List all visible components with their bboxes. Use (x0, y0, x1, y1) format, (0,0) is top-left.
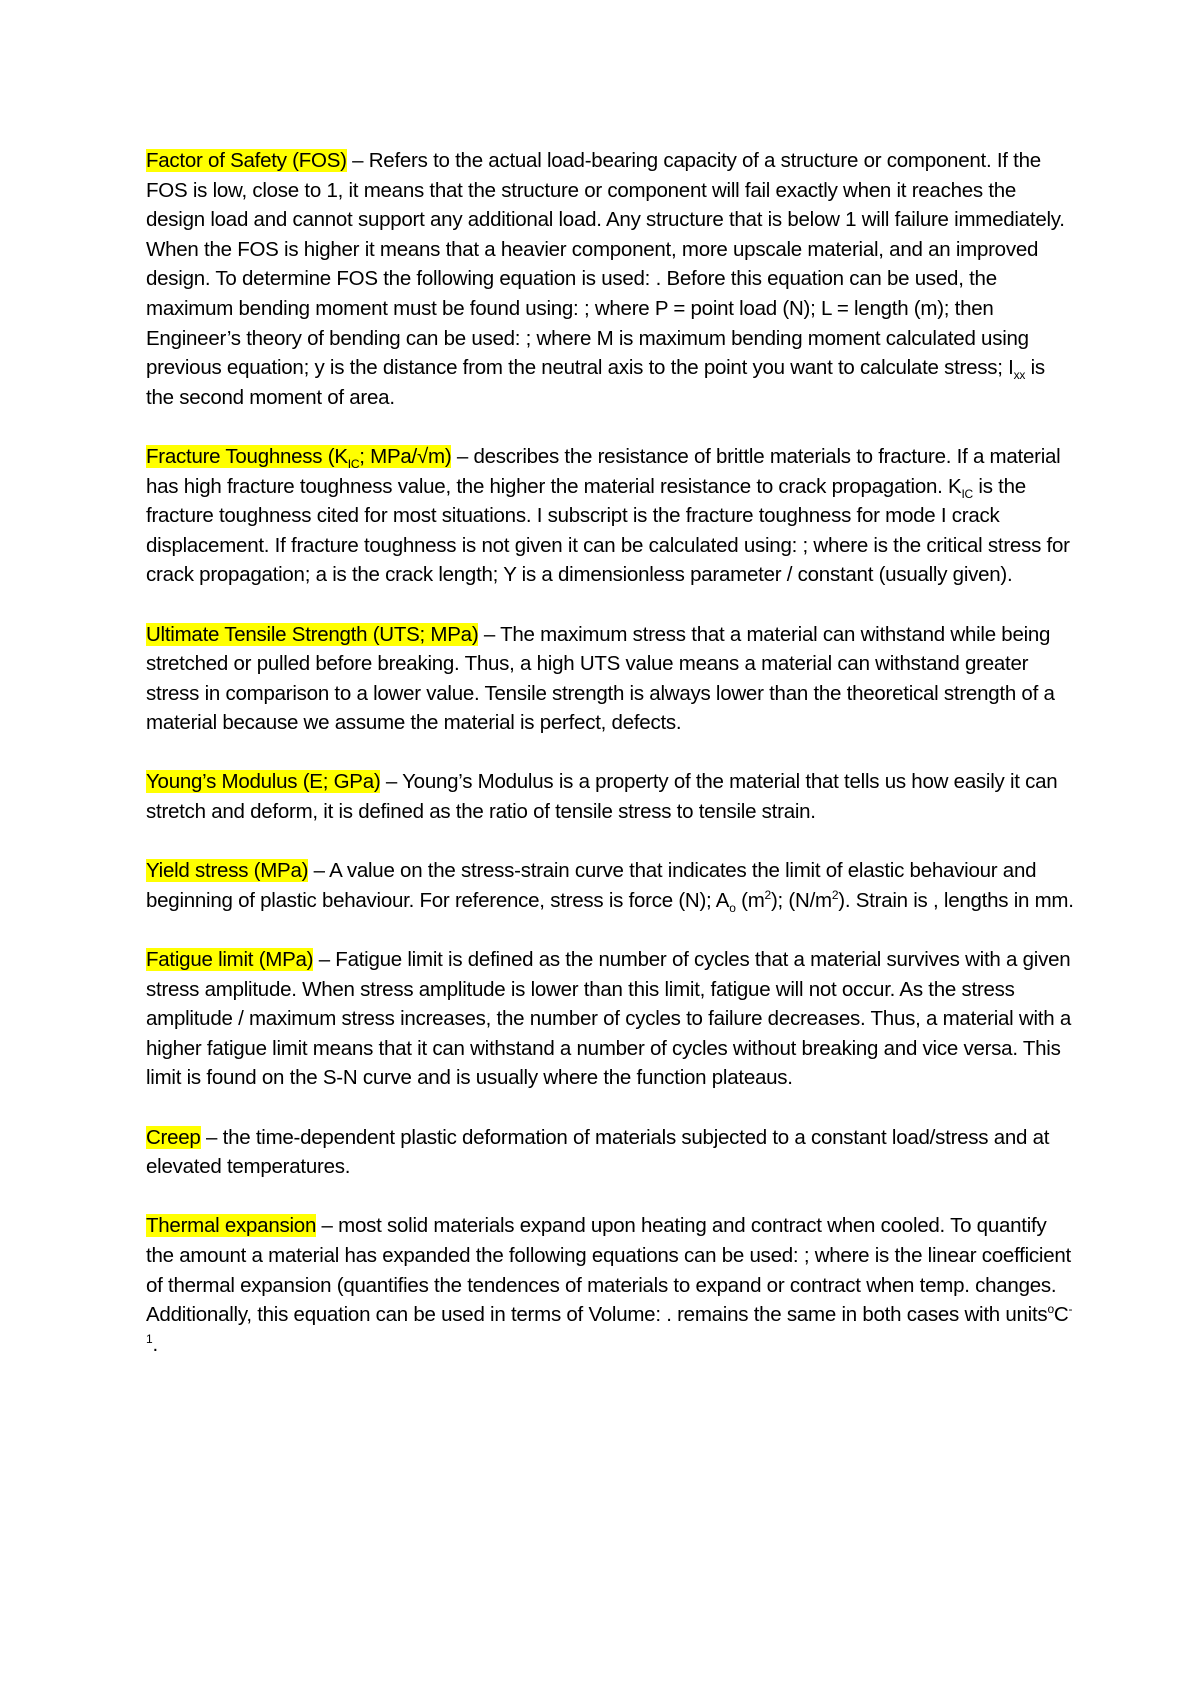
subscript: xx (1013, 368, 1026, 383)
entry-creep (146, 1123, 1076, 1182)
definition-text: – the time-dependent plastic deformation of materials subjected to a constant load/stress and at elevated temperatures. (146, 1125, 1050, 1179)
definition-text: ). Strain is , lengths in mm. (838, 888, 1074, 912)
entry-thermal-expansion (146, 1211, 1076, 1359)
term-factor-of-safety: Factor of Safety (FOS) (146, 149, 347, 172)
definition-text: is the second moment of area. (146, 356, 1045, 409)
superscript: -1 (146, 1302, 1073, 1346)
term-youngs-modulus: Young’s Modulus (E; GPa) (146, 770, 381, 794)
term-text: Fracture Toughness (K (146, 444, 348, 468)
entry-ultimate-tensile-strength (146, 620, 1076, 738)
definition-text: – A value on the stress-strain curve that indicates the limit of elastic behaviour and beginning of plastic behaviour. For reference, stress is force (N); A (146, 859, 1037, 912)
definition-text: – describes the resistance of brittle materials to fracture. If a material has high fracture toughness value, the higher the material resistance to crack propagation. K (146, 444, 1061, 498)
subscript: IC (347, 457, 360, 472)
definition-text: – most solid materials expand upon heating and contract when cooled. To quantify the amount a material has expanded the following equations can be used: ; where is the linear coefficient of thermal expansion (quantifies the tendences of materials to expand or contract when temp. changes. Additionally, this equation can be used in terms of Volume: . remains the same in both cases with units (146, 1214, 1071, 1327)
entry-youngs-modulus (146, 767, 1076, 826)
term-ultimate-tensile-strength: Ultimate Tensile Strength (UTS; MPa) (146, 622, 479, 646)
subscript: IC (961, 486, 973, 501)
term-yield-stress: Yield stress (MPa) (146, 859, 309, 883)
definition-text: – The maximum stress that a material can withstand while being stretched or pulled before breaking. Thus, a high UTS value means a material can withstand greater stress in comparison to a lower value. Tensile strength is always lower than the theoretical strength of a material because we assume the material is perfect, defects. (146, 622, 1055, 735)
entry-fracture-toughness (146, 442, 1076, 590)
entry-factor-of-safety (146, 146, 1076, 412)
document-page (146, 146, 1076, 1389)
definition-text: – Refers to the actual load-bearing capacity of a structure or component. If the FOS is low, close to 1, it means that the structure or component will fail exactly when it reaches the design load and cannot support any additional load. Any structure that is below 1 will failure immediately. When the FOS is higher it means that a heavier component, more upscale material, and an improved design. To determine FOS the following equation is used: . Before this equation can be used, the maximum bending moment must be found using: ; where P = point load (N); L = length (m); then Engineer’s theory of bending can be used: ; where M is maximum bending moment calculated using previous equation; y is the distance from the neutral axis to the point you want to calculate stress; I (146, 149, 1065, 380)
definition-text: is the fracture toughness cited for most situations. I subscript is the fracture toughness for mode I crack displacement. If fracture toughness is not given it can be calculated using: ; where is the critical stress for crack propagation; a is the crack length; Y is a dimensionless parameter / constant (usually given). (146, 474, 1070, 587)
definition-text: – Fatigue limit is defined as the number of cycles that a material survives with a given stress amplitude. When stress amplitude is lower than this limit, fatigue will not occur. As the stress amplitude / maximum stress increases, the number of cycles to failure decreases. Thus, a material with a higher fatigue limit means that it can withstand a number of cycles without breaking and vice versa. This limit is found on the S-N curve and is usually where the function plateaus. (146, 948, 1071, 1090)
definition-text: C (1053, 1303, 1069, 1327)
term-fracture-toughness (146, 444, 452, 472)
superscript: 2 (764, 888, 771, 903)
entry-fatigue-limit (146, 945, 1076, 1093)
definition-text: (m (735, 888, 765, 912)
entry-yield-stress (146, 856, 1076, 915)
superscript: o (1047, 1302, 1054, 1317)
term-fatigue-limit: Fatigue limit (MPa) (146, 948, 314, 972)
definition-text: . (152, 1332, 158, 1356)
subscript: o (729, 900, 736, 915)
term-creep: Creep (146, 1125, 201, 1149)
superscript: 2 (831, 888, 839, 903)
definition-text: ); (N/m (770, 888, 832, 912)
term-text: ; MPa/√m) (359, 444, 452, 468)
term-thermal-expansion: Thermal expansion (146, 1214, 317, 1238)
definition-text: – Young’s Modulus is a property of the material that tells us how easily it can stretch and deform, it is defined as the ratio of tensile stress to tensile strain. (146, 770, 1058, 824)
